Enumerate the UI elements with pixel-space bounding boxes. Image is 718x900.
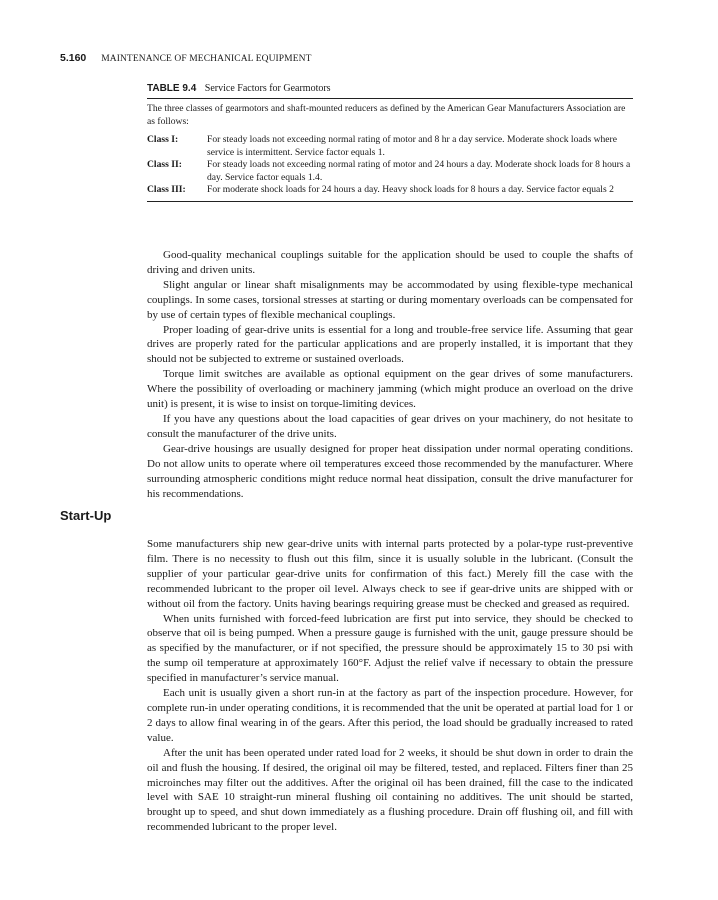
table-title — [147, 83, 633, 94]
class-description: For moderate shock loads for 24 hours a day. Heavy shock loads for 8 hours a day. Service factor equals 2 — [207, 184, 614, 196]
running-head — [60, 52, 312, 64]
body-paragraph: When units furnished with forced-feed lubrication are first put into service, they should be checked to observe that oil is being pumped. When a pressure gauge is furnished with the unit, gauge pressure should be as specified by the manufacturer, or if not specified, the pressure should be approximately 15 to 30 psi with the sump oil temperature at approximately 160°F. Adjust the relief valve if necessary to obtain the pressure specified in manufacturer’s service manual. — [147, 612, 633, 685]
table-row — [147, 134, 633, 159]
page-number: 5.160 — [60, 52, 87, 64]
table-row — [147, 159, 633, 184]
class-label: Class II: — [147, 159, 182, 171]
running-title: MAINTENANCE OF MECHANICAL EQUIPMENT — [101, 54, 312, 64]
body-paragraph: If you have any questions about the load capacities of gear drives on your machinery, do not hesitate to consult the manufacturer of the drive units. — [147, 412, 633, 440]
table-bottom-rule — [147, 201, 633, 202]
body-paragraph: Gear-drive housings are usually designed for proper heat dissipation under normal operating conditions. Do not allow units to operate where oil temperatures exceed those recommended by the manufacturer. Where surrounding atmospheric conditions might reduce normal heat dissipation, consult the drive manufacturer for his recommendations. — [147, 442, 633, 500]
table-intro: The three classes of gearmotors and shaft-mounted reducers as defined by the American Gear Manufacturers Association are as follows: — [147, 103, 626, 127]
table-top-rule — [147, 98, 633, 99]
body-paragraph: Proper loading of gear-drive units is essential for a long and trouble-free service life. Assuming that gear drives are properly rated for the particular applications and are properly installed, it is important that they should not be subjected to extreme or sustained overloads. — [147, 323, 633, 366]
table-row — [147, 184, 633, 197]
service-factors-table — [147, 83, 633, 202]
table-number: TABLE 9.4 — [147, 83, 197, 94]
class-description: For steady loads not exceeding normal rating of motor and 24 hours a day. Moderate shock loads for 8 hours a day. Service factor equals 1.4. — [207, 159, 631, 183]
body-paragraph: Some manufacturers ship new gear-drive units with internal parts protected by a polar-type rust-preventive film. There is no necessity to flush out this film, since it is usually soluble in the lubricant. (Consult the supplier of your particular gear-drive units for confirmation of this fact.) Merely fill the case with the recommended lubricant to the proper oil level. Always check to see if gear-drive units are shipped with or without oil from the factory. Units having bearings requiring grease must be checked and greased as required. — [147, 538, 633, 610]
section-heading-start-up: Start-Up — [60, 508, 112, 523]
start-up-section — [147, 537, 633, 835]
coupling-section — [147, 248, 633, 501]
table-caption: Service Factors for Gearmotors — [204, 83, 331, 94]
class-label: Class III: — [147, 184, 186, 196]
body-paragraph: Slight angular or linear shaft misalignments may be accommodated by using flexible-type mechanical couplings. In some cases, torsional stresses at starting or during momentary overloads can be compensated for by use of certain types of flexible mechanical couplings. — [147, 278, 633, 321]
class-description: For steady loads not exceeding normal rating of motor and 8 hr a day service. Moderate shock loads where service is intermittent. Service factor equals 1. — [207, 134, 618, 158]
body-paragraph: After the unit has been operated under rated load for 2 weeks, it should be shut down in order to drain the oil and flush the housing. If desired, the original oil may be filtered, tested, and replaced. Filters finer than 25 microinches may filter out the additives. After the original oil has been drained, fill the case to the indicated level with SAE 10 straight-run mineral flushing oil containing no additives. The unit should be started, brought up to speed, and shut down immediately as a flushing procedure. Drain off flushing oil, and fill with recommended lubricant to the proper level. — [147, 746, 633, 834]
body-paragraph: Good-quality mechanical couplings suitable for the application should be used to couple the shafts of driving and driven units. — [147, 249, 633, 276]
body-paragraph: Each unit is usually given a short run-in at the factory as part of the inspection procedure. However, for complete run-in under operating conditions, it is recommended that the unit be operated at partial load for 1 or 2 days to allow final wearing in of the gears. After this period, the load should be gradually increased to rated value. — [147, 687, 633, 744]
body-paragraph: Torque limit switches are available as optional equipment on the gear drives of some manufacturers. Where the possibility of overloading or machinery jamming (which might produce an overload on the drive unit) is present, it is wise to insist on torque-limiting devices. — [147, 368, 633, 411]
class-label: Class I: — [147, 134, 179, 145]
